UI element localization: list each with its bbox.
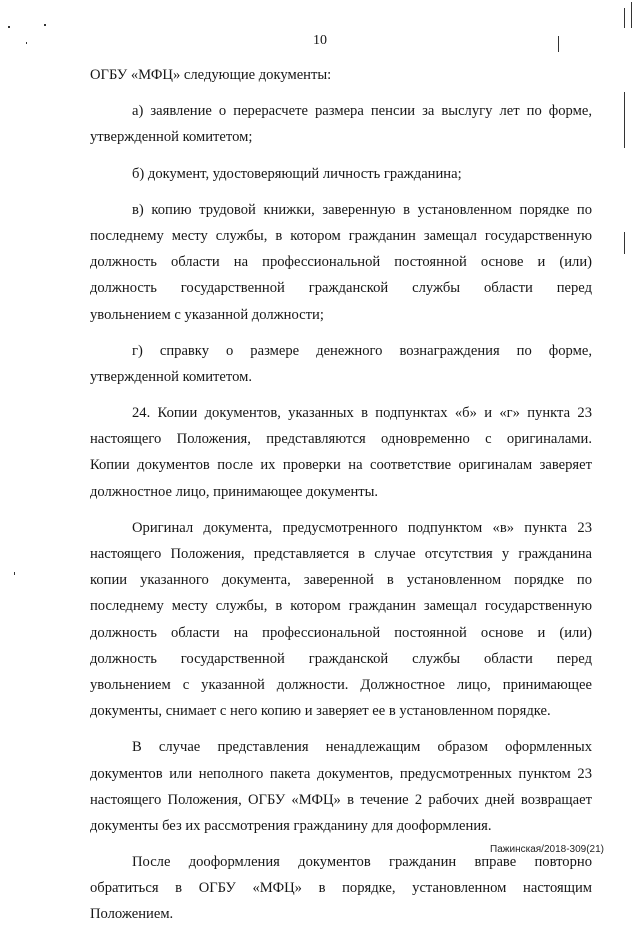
scan-artifact-line	[624, 92, 625, 148]
paragraph	[90, 161, 592, 187]
text-line: увольнением с указанной должности;	[90, 306, 324, 323]
text-line: документы без их рассмотрения гражданину для дооформления.	[90, 817, 492, 834]
text-line: утвержденной комитетом.	[90, 368, 252, 385]
text-line: Положением.	[90, 906, 174, 923]
text-line: 24. Копии документов, указанных в подпунктах «б» и «г» пункта 23	[132, 405, 592, 422]
scan-artifact-line	[631, 2, 632, 28]
paragraph	[90, 400, 592, 505]
text-line: должность государственной гражданской службы области перед	[90, 280, 592, 297]
scan-artifact-dot	[44, 24, 46, 26]
scan-artifact-line	[558, 36, 559, 52]
text-line: документов или неполного пакета документов, предусмотренных пунктом 23	[90, 765, 592, 782]
text-line: После дооформления документов гражданин вправе повторно	[132, 854, 592, 871]
text-line: должность государственной гражданской службы области перед	[90, 650, 592, 667]
text-line: настоящего Положения, представляются одновременно с оригиналами.	[90, 431, 592, 448]
text-line: Оригинал документа, предусмотренного подпунктом «в» пункта 23	[132, 519, 592, 536]
paragraph	[90, 734, 592, 839]
text-line: копии указанного документа, заверенной в установленном порядке по	[90, 572, 592, 589]
scan-artifact-dot	[14, 572, 15, 575]
text-line: ОГБУ «МФЦ» следующие документы:	[90, 67, 332, 83]
text-line: должность области на профессиональной постоянной основе и (или)	[90, 254, 592, 271]
text-line: утвержденной комитетом;	[90, 129, 253, 146]
text-line: Копии документов после их проверки на соответствие оригиналам заверяет	[90, 457, 592, 474]
text-line: г) справку о размере денежного вознаграждения по форме,	[132, 342, 592, 359]
text-line: последнему месту службы, в котором гражданин замещал государственную	[90, 227, 592, 244]
text-line: В случае представления ненадлежащим образом оформленных	[132, 739, 592, 756]
document-code: Пажинская/2018-309(21)	[490, 844, 604, 855]
text-line: обратиться в ОГБУ «МФЦ» в порядке, установленном настоящим	[90, 880, 592, 897]
text-line: б) документ, удостоверяющий личность гражданина;	[132, 165, 462, 182]
text-line: документы, снимает с него копию и заверяет ее в установленном порядке.	[90, 703, 551, 720]
paragraph	[90, 197, 592, 328]
document-body	[90, 62, 592, 928]
paragraph	[90, 62, 592, 88]
paragraph	[90, 338, 592, 390]
scan-artifact-dot	[26, 42, 27, 44]
page-number: 10	[313, 33, 327, 48]
scan-artifact-line	[624, 232, 625, 254]
paragraph	[90, 98, 592, 150]
scan-artifact-line	[624, 8, 625, 28]
text-line: настоящего Положения, ОГБУ «МФЦ» в течение 2 рабочих дней возвращает	[90, 791, 592, 808]
paragraph	[90, 849, 592, 928]
text-line: последнему месту службы, в котором гражданин замещал государственную	[90, 598, 592, 615]
text-line: должностное лицо, принимающее документы.	[90, 483, 379, 500]
text-line: должность области на профессиональной постоянной основе и (или)	[90, 624, 592, 641]
text-line: в) копию трудовой книжки, заверенную в установленном порядке по	[132, 201, 592, 218]
scan-artifact-dot	[8, 26, 10, 28]
paragraph	[90, 515, 592, 725]
text-line: настоящего Положения, представляется в случае отсутствия у гражданина	[90, 546, 592, 562]
text-line: увольнением с указанной должности. Должностное лицо, принимающее	[90, 676, 592, 693]
text-line: а) заявление о перерасчете размера пенсии за выслугу лет по форме,	[132, 103, 592, 120]
